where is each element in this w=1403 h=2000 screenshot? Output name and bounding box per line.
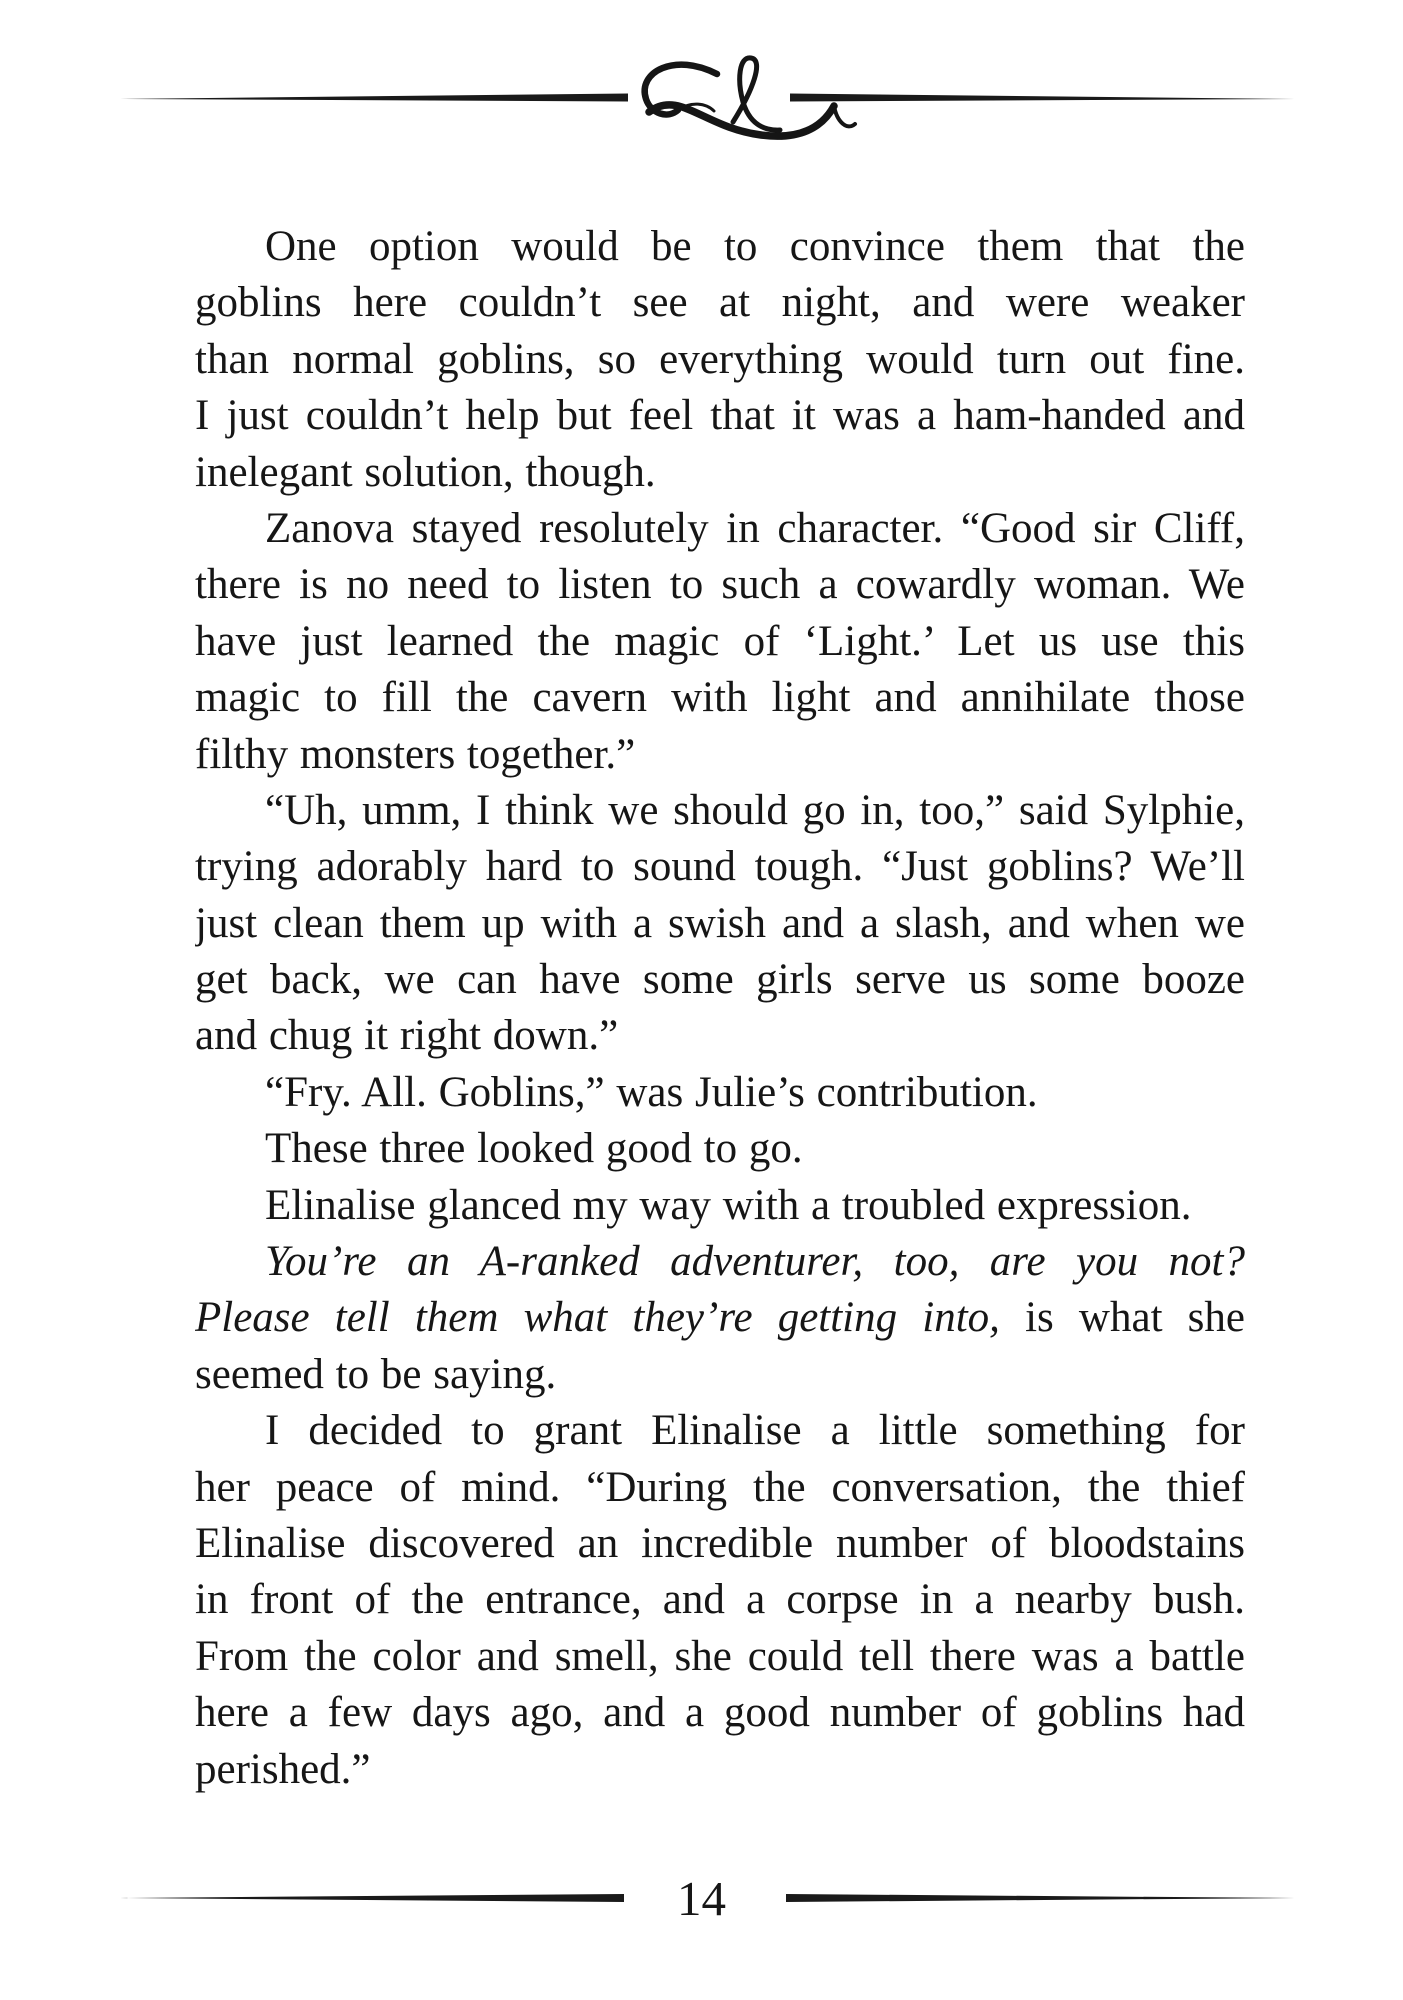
text-segment: “Fry. All. Goblins,” was Julie’s contribution.	[265, 1068, 1038, 1116]
text-segment: These three looked good to go.	[265, 1125, 803, 1173]
text-line	[195, 1121, 1245, 1177]
text-line	[195, 727, 1245, 783]
text-segment: Elinalise discovered an incredible number of bloodstains	[195, 1519, 1245, 1567]
text-segment-italic: You’re an A-ranked adventurer, too, are you not?	[265, 1238, 1245, 1286]
text-segment: her peace of mind. “During the conversation, the thief	[195, 1463, 1245, 1511]
text-segment: Elinalise glanced my way with a troubled expression.	[265, 1181, 1192, 1229]
text-line	[195, 1234, 1245, 1290]
text-line	[195, 1065, 1245, 1121]
text-segment: magic to fill the cavern with light and annihilate those	[195, 674, 1245, 722]
text-line	[195, 1742, 1245, 1798]
text-line	[195, 670, 1245, 726]
text-segment: is what she	[999, 1294, 1245, 1342]
body-text	[195, 219, 1245, 1798]
text-line	[195, 1403, 1245, 1459]
text-segment: there is no need to listen to such a cowardly woman. We	[195, 561, 1245, 609]
text-segment: perished.”	[195, 1745, 371, 1793]
text-line	[195, 896, 1245, 952]
text-line	[195, 1347, 1245, 1403]
text-line	[195, 1008, 1245, 1064]
text-segment: inelegant solution, though.	[195, 448, 656, 496]
text-segment: trying adorably hard to sound tough. “Just goblins? We’ll	[195, 843, 1245, 891]
text-segment: One option would be to convince them that the	[265, 223, 1245, 270]
text-line	[195, 1685, 1245, 1741]
header-rule-left	[120, 94, 628, 102]
text-line	[195, 1178, 1245, 1234]
text-line	[195, 839, 1245, 895]
text-segment: than normal goblins, so everything would turn out fine.	[195, 335, 1245, 383]
text-segment: Zanova stayed resolutely in character. “Good sir Cliff,	[265, 504, 1245, 552]
text-line	[195, 388, 1245, 444]
text-line	[195, 219, 1245, 275]
text-line	[195, 557, 1245, 613]
text-line	[195, 1572, 1245, 1628]
text-line	[195, 614, 1245, 670]
text-line	[195, 332, 1245, 388]
text-segment: have just learned the magic of ‘Light.’ Let us use this	[195, 617, 1245, 665]
text-segment: “Uh, umm, I think we should go in, too,” said Sylphie,	[265, 786, 1245, 834]
text-line	[195, 501, 1245, 557]
text-line	[195, 275, 1245, 331]
text-segment: seemed to be saying.	[195, 1350, 557, 1398]
text-line	[195, 783, 1245, 839]
text-segment: in front of the entrance, and a corpse in a nearby bush.	[195, 1576, 1245, 1624]
text-line	[195, 952, 1245, 1008]
header-rule-right	[790, 94, 1295, 102]
text-segment: filthy monsters together.”	[195, 730, 636, 778]
text-line	[195, 1629, 1245, 1685]
text-segment: and chug it right down.”	[195, 1012, 619, 1060]
text-segment: get back, we can have some girls serve us some booze	[195, 956, 1245, 1004]
text-line	[195, 445, 1245, 501]
text-segment: just clean them up with a swish and a slash, and when we	[195, 899, 1245, 947]
text-line	[195, 1516, 1245, 1572]
text-segment: I decided to grant Elinalise a little something for	[265, 1407, 1245, 1455]
text-segment: From the color and smell, she could tell there was a battle	[195, 1632, 1245, 1680]
text-segment: here a few days ago, and a good number of goblins had	[195, 1689, 1245, 1737]
page-number: 14	[677, 1871, 726, 1926]
text-segment-italic: Please tell them what they’re getting into,	[195, 1294, 1000, 1342]
text-segment: goblins here couldn’t see at night, and were weaker	[195, 279, 1245, 327]
text-line	[195, 1290, 1245, 1346]
text-segment: I just couldn’t help but feel that it was a ham-handed and	[195, 392, 1245, 440]
text-line	[195, 1460, 1245, 1516]
